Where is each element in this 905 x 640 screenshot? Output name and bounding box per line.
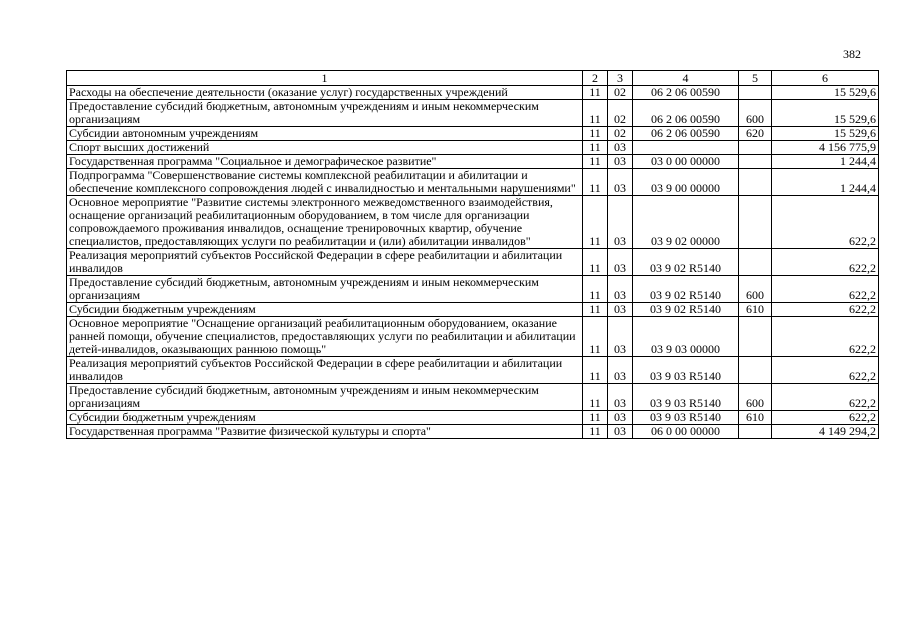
row-section-cell: 11	[583, 155, 608, 169]
budget-table	[66, 70, 879, 439]
row-expense-type-cell: 600	[739, 100, 772, 127]
row-name-cell: Субсидии бюджетным учреждениям	[67, 411, 583, 425]
row-amount-cell: 622,2	[772, 249, 879, 276]
row-name-cell: Основное мероприятие "Развитие системы электронного межведомственного взаимодействия, оснащение организаций реабилитационным оборудованием, в том числе для организации сопровождаемого проживания инвалидов, оснащение тренировочных квартир, обучение специалистов, предоставляющих услуги по реабилитации и (или) абилитации инвалидов"	[67, 196, 583, 249]
header-row	[67, 71, 879, 86]
row-expense-type-cell	[739, 425, 772, 439]
row-name-cell: Спорт высших достижений	[67, 141, 583, 155]
row-expense-type-cell: 600	[739, 276, 772, 303]
row-subsection-cell: 03	[608, 155, 633, 169]
row-amount-cell: 622,2	[772, 357, 879, 384]
row-section-cell: 11	[583, 303, 608, 317]
row-name-cell: Субсидии автономным учреждениям	[67, 127, 583, 141]
row-section-cell: 11	[583, 357, 608, 384]
row-subsection-cell: 03	[608, 317, 633, 357]
row-target-item-cell: 06 2 06 00590	[633, 100, 739, 127]
header-cell-amount: 6	[772, 71, 879, 86]
row-subsection-cell: 03	[608, 196, 633, 249]
table-row	[67, 249, 879, 276]
table-row	[67, 317, 879, 357]
table-row	[67, 425, 879, 439]
row-subsection-cell: 02	[608, 127, 633, 141]
row-amount-cell: 622,2	[772, 317, 879, 357]
row-name-cell: Расходы на обеспечение деятельности (оказание услуг) государственных учреждений	[67, 86, 583, 100]
row-name-cell: Подпрограмма "Совершенствование системы комплексной реабилитации и абилитации и обеспечение комплексного сопровождения людей с инвалидностью и ментальными нарушениями"	[67, 169, 583, 196]
row-name-cell: Реализация мероприятий субъектов Российской Федерации в сфере реабилитации и абилитации инвалидов	[67, 357, 583, 384]
row-target-item-cell: 03 0 00 00000	[633, 155, 739, 169]
row-name-cell: Основное мероприятие "Оснащение организаций реабилитационным оборудованием, оказание ранней помощи, обучение специалистов, предоставляющих услуги по реабилитации и абилитации детей-инвалидов, оказывающих раннюю помощь"	[67, 317, 583, 357]
row-target-item-cell: 03 9 02 R5140	[633, 303, 739, 317]
row-target-item-cell: 03 9 02 R5140	[633, 249, 739, 276]
row-amount-cell: 15 529,6	[772, 100, 879, 127]
row-amount-cell: 15 529,6	[772, 127, 879, 141]
row-section-cell: 11	[583, 411, 608, 425]
row-expense-type-cell: 610	[739, 411, 772, 425]
table-row	[67, 100, 879, 127]
row-expense-type-cell	[739, 357, 772, 384]
row-section-cell: 11	[583, 100, 608, 127]
row-expense-type-cell: 620	[739, 127, 772, 141]
row-amount-cell: 4 156 775,9	[772, 141, 879, 155]
row-target-item-cell: 03 9 02 00000	[633, 196, 739, 249]
row-subsection-cell: 02	[608, 86, 633, 100]
row-expense-type-cell	[739, 317, 772, 357]
row-amount-cell: 15 529,6	[772, 86, 879, 100]
row-amount-cell: 4 149 294,2	[772, 425, 879, 439]
row-amount-cell: 622,2	[772, 276, 879, 303]
row-subsection-cell: 03	[608, 276, 633, 303]
row-amount-cell: 622,2	[772, 384, 879, 411]
row-section-cell: 11	[583, 276, 608, 303]
row-section-cell: 11	[583, 249, 608, 276]
row-amount-cell: 622,2	[772, 196, 879, 249]
table-row	[67, 357, 879, 384]
row-subsection-cell: 03	[608, 411, 633, 425]
row-subsection-cell: 03	[608, 384, 633, 411]
table-row	[67, 303, 879, 317]
row-target-item-cell: 06 2 06 00590	[633, 127, 739, 141]
table-row	[67, 155, 879, 169]
table-row	[67, 141, 879, 155]
row-subsection-cell: 03	[608, 425, 633, 439]
row-target-item-cell: 03 9 03 R5140	[633, 411, 739, 425]
row-subsection-cell: 03	[608, 169, 633, 196]
row-subsection-cell: 03	[608, 141, 633, 155]
row-name-cell: Предоставление субсидий бюджетным, автономным учреждениям и иным некоммерческим организациям	[67, 276, 583, 303]
row-target-item-cell: 03 9 00 00000	[633, 169, 739, 196]
row-expense-type-cell	[739, 141, 772, 155]
table-row	[67, 196, 879, 249]
row-amount-cell: 1 244,4	[772, 155, 879, 169]
table-row	[67, 276, 879, 303]
row-section-cell: 11	[583, 384, 608, 411]
row-expense-type-cell: 610	[739, 303, 772, 317]
row-section-cell: 11	[583, 169, 608, 196]
row-target-item-cell: 06 0 00 00000	[633, 425, 739, 439]
row-target-item-cell: 03 9 03 R5140	[633, 357, 739, 384]
row-subsection-cell: 03	[608, 303, 633, 317]
row-name-cell: Предоставление субсидий бюджетным, автономным учреждениям и иным некоммерческим организациям	[67, 100, 583, 127]
row-target-item-cell: 03 9 03 R5140	[633, 384, 739, 411]
row-expense-type-cell	[739, 196, 772, 249]
row-section-cell: 11	[583, 127, 608, 141]
row-name-cell: Реализация мероприятий субъектов Российской Федерации в сфере реабилитации и абилитации инвалидов	[67, 249, 583, 276]
row-section-cell: 11	[583, 425, 608, 439]
row-target-item-cell	[633, 141, 739, 155]
row-subsection-cell: 02	[608, 100, 633, 127]
table-row	[67, 86, 879, 100]
table-row	[67, 411, 879, 425]
header-cell-section: 2	[583, 71, 608, 86]
row-amount-cell: 622,2	[772, 411, 879, 425]
row-target-item-cell: 06 2 06 00590	[633, 86, 739, 100]
row-name-cell: Государственная программа "Развитие физической культуры и спорта"	[67, 425, 583, 439]
row-subsection-cell: 03	[608, 249, 633, 276]
row-section-cell: 11	[583, 141, 608, 155]
page-number: 382	[843, 47, 861, 61]
row-section-cell: 11	[583, 86, 608, 100]
header-cell-name: 1	[67, 71, 583, 86]
row-expense-type-cell	[739, 169, 772, 196]
row-section-cell: 11	[583, 317, 608, 357]
row-expense-type-cell	[739, 155, 772, 169]
header-cell-expense-type: 5	[739, 71, 772, 86]
row-section-cell: 11	[583, 196, 608, 249]
row-amount-cell: 1 244,4	[772, 169, 879, 196]
row-name-cell: Государственная программа "Социальное и демографическое развитие"	[67, 155, 583, 169]
row-name-cell: Субсидии бюджетным учреждениям	[67, 303, 583, 317]
row-amount-cell: 622,2	[772, 303, 879, 317]
row-subsection-cell: 03	[608, 357, 633, 384]
row-expense-type-cell	[739, 86, 772, 100]
table-row	[67, 169, 879, 196]
row-expense-type-cell	[739, 249, 772, 276]
table-row	[67, 127, 879, 141]
header-cell-target-item: 4	[633, 71, 739, 86]
row-name-cell: Предоставление субсидий бюджетным, автономным учреждениям и иным некоммерческим организациям	[67, 384, 583, 411]
row-target-item-cell: 03 9 02 R5140	[633, 276, 739, 303]
header-cell-subsection: 3	[608, 71, 633, 86]
table-row	[67, 384, 879, 411]
row-target-item-cell: 03 9 03 00000	[633, 317, 739, 357]
row-expense-type-cell: 600	[739, 384, 772, 411]
